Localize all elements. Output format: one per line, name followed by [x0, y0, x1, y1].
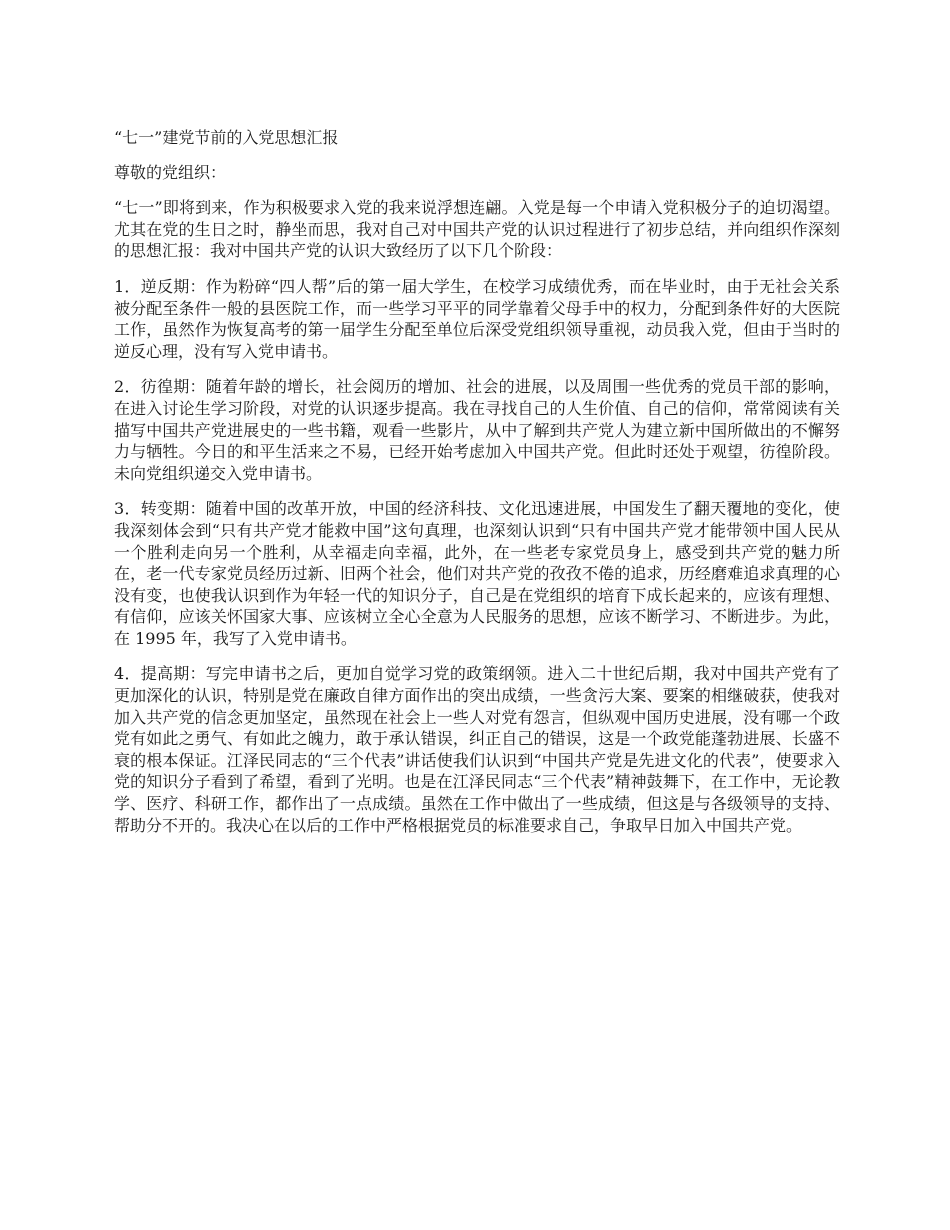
document-title: “七一”建党节前的入党思想汇报	[114, 128, 339, 147]
document-page	[114, 127, 840, 850]
paragraph-hesitation-period: 2．彷徨期：随着年龄的增长，社会阅历的增加、社会的进展，以及周围一些优秀的党员干部的影响，在进入讨论生学习阶段，对党的认识逐步提高。我在寻找自己的人生价值、自己的信仰，常常阅读有关描写中国共产党进展史的一些书籍，观看一些影片，从中了解到共产党人为建立新中国所做出的不懈努力与牺牲。今日的和平生活来之不易，已经开始考虑加入中国共产党。但此时还处于观望，彷徨阶段。未向党组织递交入党申请书。	[114, 377, 840, 483]
paragraph-improvement-period: 4．提高期：写完申请书之后，更加自觉学习党的政策纲领。进入二十世纪后期，我对中国共产党有了更加深化的认识，特别是党在廉政自律方面作出的突出成绩，一些贪污大案、要案的相继破获，使我对加入共产党的信念更加坚定，虽然现在社会上一些人对党有怨言，但纵观中国历史进展，没有哪一个政党有如此之勇气、有如此之魄力，敢于承认错误，纠正自己的错误，这是一个政党能蓬勃进展、长盛不衰的根本保证。江泽民同志的“三个代表”讲话使我们认识到“中国共产党是先进文化的代表”，使要求入党的知识分子看到了希望，看到了光明。也是在江泽民同志“三个代表”精神鼓舞下，在工作中，无论教学、医疗、科研工作，都作出了一点成绩。虽然在工作中做出了一些成绩，但这是与各级领导的支持、帮助分不开的。我决心在以后的工作中严格根据党员的标准要求自己，争取早日加入中国共产党。	[114, 664, 840, 835]
paragraph-intro: “七一”即将到来，作为积极要求入党的我来说浮想连翩。入党是每一个申请入党积极分子的迫切渴望。尤其在党的生日之时，静坐而思，我对自己对中国共产党的认识过程进行了初步总结，并向组织作深刻的思想汇报：我对中国共产党的认识大致经历了以下几个阶段：	[114, 198, 840, 261]
paragraph-transition-period: 3．转变期：随着中国的改革开放，中国的经济科技、文化迅速进展，中国发生了翻天覆地的变化，使我深刻体会到“只有共产党才能救中国”这句真理，也深刻认识到“只有中国共产党才能带领中国人民从一个胜利走向另一个胜利，从幸福走向幸福，此外，在一些老专家党员身上，感受到共产党的魅力所在，老一代专家党员经历过新、旧两个社会，他们对共产党的孜孜不倦的追求，历经磨难追求真理的心没有变，也使我认识到作为年轻一代的知识分子，自己是在党组织的培育下成长起来的，应该有理想、有信仰，应该关怀国家大事、应该树立全心全意为人民服务的思想，应该不断学习、不断进步。为此，在 1995 年，我写了入党申请书。	[114, 499, 840, 648]
paragraph-rebellious-period: 1．逆反期：作为粉碎“四人帮”后的第一届大学生，在校学习成绩优秀，而在毕业时，由于无社会关系被分配至条件一般的县医院工作，而一些学习平平的同学靠着父母手中的权力，分配到条件好的大医院工作，虽然作为恢复高考的第一届学生分配至单位后深受党组织领导重视，动员我入党，但由于当时的逆反心理，没有写入党申请书。	[114, 276, 840, 361]
salutation: 尊敬的党组织：	[114, 162, 227, 182]
